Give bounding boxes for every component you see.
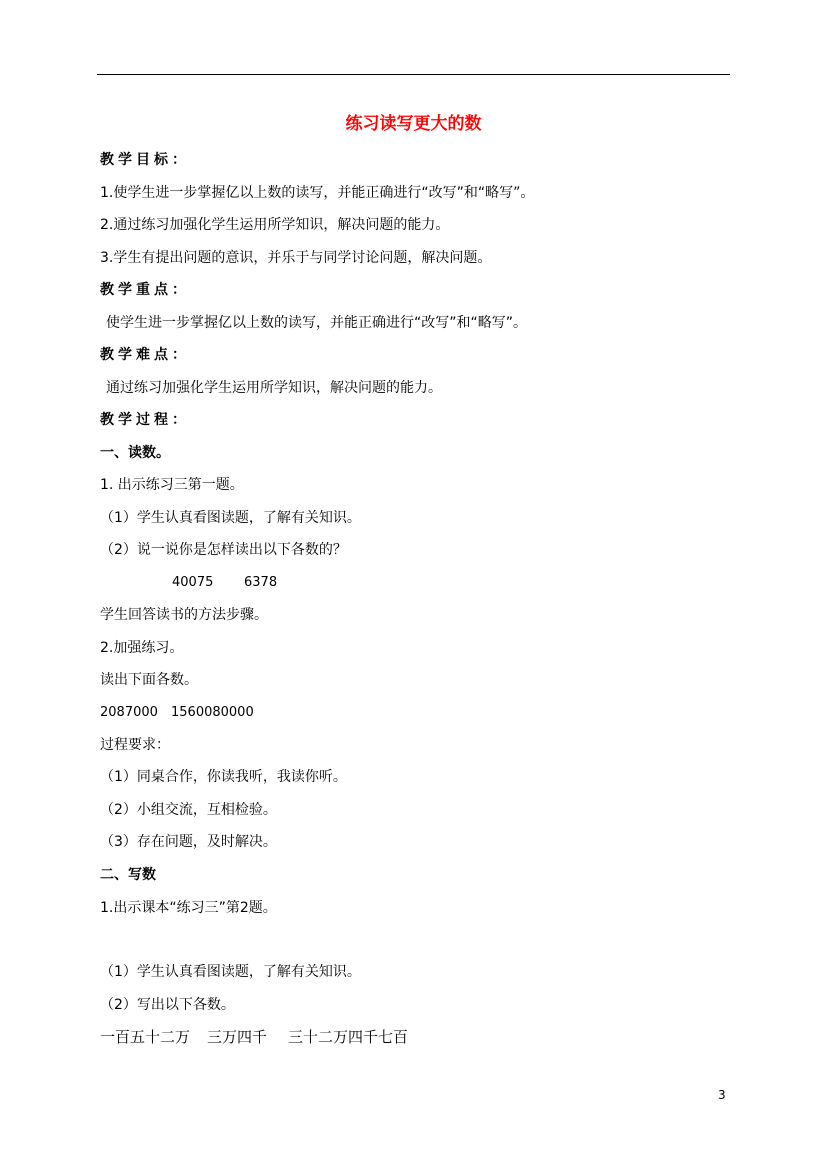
- page-title: 练习读写更大的数: [345, 114, 482, 134]
- s1-answer: 学生回答读书的方法步骤。: [100, 607, 268, 623]
- key-heading: 教学重点：: [100, 282, 190, 298]
- s2-number: 三万四千: [207, 1028, 268, 1046]
- s2-sub1: （1）学生认真看图读题，了解有关知识。: [100, 964, 361, 980]
- s1-sub1: （1）学生认真看图读题，了解有关知识。: [100, 510, 361, 526]
- s2-number: 三十二万四千七百: [288, 1028, 409, 1046]
- s1-req-item: （2）小组交流，互相检验。: [100, 802, 277, 818]
- s1-sub2: （2）说一说你是怎样读出以下各数的？: [100, 542, 347, 558]
- s1-item2-text: 读出下面各数。: [100, 672, 198, 688]
- section2-heading: 二、写数: [100, 867, 156, 883]
- s2-item1: 1.出示课本“练习三”第2题。: [100, 900, 277, 916]
- page-number: 3: [718, 1088, 726, 1102]
- s1-req-heading: 过程要求：: [100, 737, 170, 753]
- key-text: 使学生进一步掌握亿以上数的读写，并能正确进行“改写”和“略写”。: [106, 315, 528, 331]
- s2-number: 一百五十二万: [100, 1028, 191, 1046]
- goal-item: 1.使学生进一步掌握亿以上数的读写，并能正确进行“改写”和“略写”。: [100, 185, 535, 201]
- section1-heading: 一、读数。: [100, 445, 170, 461]
- goals-heading: 教学目标：: [100, 152, 190, 168]
- difficulty-text: 通过练习加强化学生运用所学知识，解决问题的能力。: [106, 380, 442, 396]
- s2-sub2: （2）写出以下各数。: [100, 997, 235, 1013]
- goal-item: 3.学生有提出问题的意识，并乐于与同学讨论问题，解决问题。: [100, 250, 492, 266]
- s1-number: 6378: [244, 575, 278, 590]
- s1-item2: 2.加强练习。: [100, 640, 184, 656]
- goal-item: 2.通过练习加强化学生运用所学知识，解决问题的能力。: [100, 217, 450, 233]
- s1-req-item: （1）同桌合作，你读我听，我读你听。: [100, 769, 347, 785]
- s1-req-item: （3）存在问题，及时解决。: [100, 834, 277, 850]
- process-heading: 教学过程：: [100, 412, 190, 428]
- s1-item2-number: 1560080000: [171, 705, 254, 720]
- difficulty-heading: 教学难点：: [100, 347, 190, 363]
- s1-item2-number: 2087000: [100, 705, 158, 720]
- s1-item1: 1. 出示练习三第一题。: [100, 477, 244, 493]
- header-rule: [97, 74, 730, 75]
- s1-number: 40075: [172, 575, 214, 590]
